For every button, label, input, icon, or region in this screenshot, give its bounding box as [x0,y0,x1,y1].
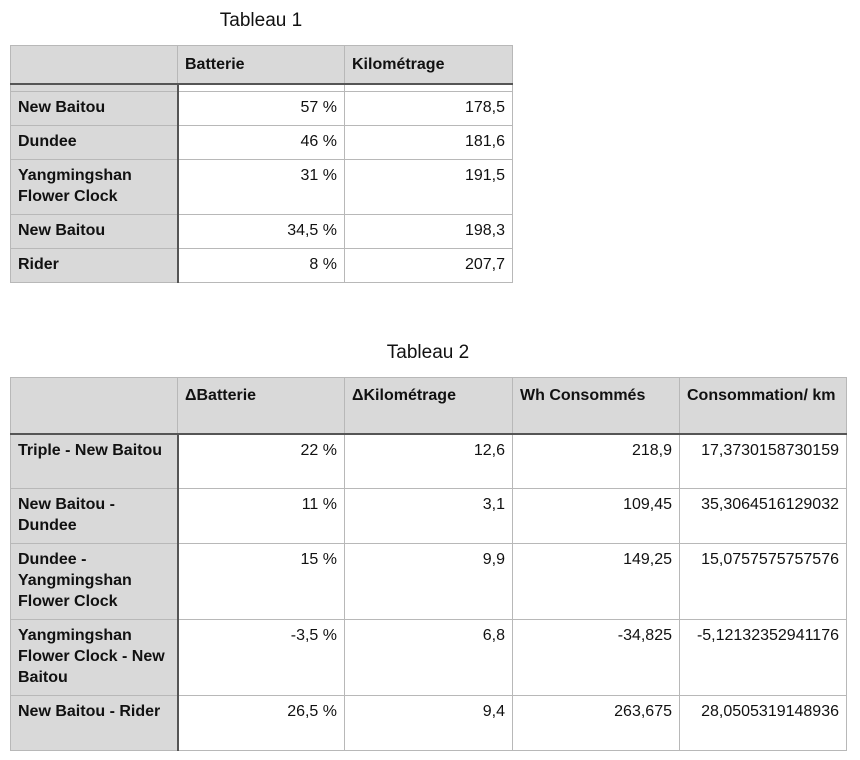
consommation-km-cell[interactable]: 17,3730158730159 [680,434,847,489]
table1-spacer-cell [11,84,178,92]
table-row [11,160,513,215]
batterie-cell[interactable]: 34,5 % [178,215,345,249]
table-row [11,92,513,126]
table2-header-corner[interactable] [11,378,178,434]
delta-kilometrage-cell[interactable]: 9,9 [345,544,513,620]
delta-kilometrage-cell[interactable]: 3,1 [345,489,513,544]
wh-consommes-cell[interactable]: 109,45 [513,489,680,544]
batterie-cell[interactable]: 46 % [178,126,345,160]
table2 [10,377,847,751]
table-row [11,126,513,160]
table1-header-batterie[interactable]: Batterie [178,46,345,84]
kilometrage-cell[interactable]: 198,3 [345,215,513,249]
table1-header-kilometrage[interactable]: Kilométrage [345,46,513,84]
batterie-cell[interactable]: 57 % [178,92,345,126]
consommation-km-cell[interactable]: 35,3064516129032 [680,489,847,544]
row-label[interactable]: New Baitou - Rider [11,696,178,751]
table-row [11,489,847,544]
table-row [11,620,847,696]
row-label[interactable]: New Baitou [11,92,178,126]
row-label[interactable]: Yangmingshan Flower Clock - New Baitou [11,620,178,696]
table1-header-corner[interactable] [11,46,178,84]
table-row [11,215,513,249]
table1-spacer-cell [178,84,345,92]
consommation-km-cell[interactable]: -5,12132352941176 [680,620,847,696]
delta-kilometrage-cell[interactable]: 6,8 [345,620,513,696]
consommation-km-cell[interactable]: 28,0505319148936 [680,696,847,751]
table-row [11,544,847,620]
wh-consommes-cell[interactable]: -34,825 [513,620,680,696]
table1-title: Tableau 1 [219,10,303,31]
row-label[interactable]: Yangmingshan Flower Clock [11,160,178,215]
kilometrage-cell[interactable]: 207,7 [345,249,513,283]
table2-header-delta-batterie[interactable]: ΔBatterie [178,378,345,434]
table1-spacer-cell [345,84,513,92]
delta-batterie-cell[interactable]: 26,5 % [178,696,345,751]
table2-header-delta-kilometrage[interactable]: ΔKilométrage [345,378,513,434]
wh-consommes-cell[interactable]: 149,25 [513,544,680,620]
table2-header-consommation-km[interactable]: Consommation/ km [680,378,847,434]
table-row [11,249,513,283]
row-label[interactable]: Dundee - Yangmingshan Flower Clock [11,544,178,620]
delta-batterie-cell[interactable]: 22 % [178,434,345,489]
consommation-km-cell[interactable]: 15,0757575757576 [680,544,847,620]
wh-consommes-cell[interactable]: 218,9 [513,434,680,489]
wh-consommes-cell[interactable]: 263,675 [513,696,680,751]
delta-batterie-cell[interactable]: -3,5 % [178,620,345,696]
table2-header-row [11,378,847,434]
delta-kilometrage-cell[interactable]: 12,6 [345,434,513,489]
batterie-cell[interactable]: 31 % [178,160,345,215]
table1-spacer-row [11,84,513,92]
kilometrage-cell[interactable]: 178,5 [345,92,513,126]
batterie-cell[interactable]: 8 % [178,249,345,283]
row-label[interactable]: New Baitou [11,215,178,249]
delta-batterie-cell[interactable]: 15 % [178,544,345,620]
row-label[interactable]: Rider [11,249,178,283]
row-label[interactable]: Triple - New Baitou [11,434,178,489]
table2-header-wh-consommes[interactable]: Wh Consommés [513,378,680,434]
row-label[interactable]: New Baitou - Dundee [11,489,178,544]
delta-batterie-cell[interactable]: 11 % [178,489,345,544]
table1 [10,45,513,283]
table1-header-row [11,46,513,84]
kilometrage-cell[interactable]: 181,6 [345,126,513,160]
row-label[interactable]: Dundee [11,126,178,160]
table-row [11,696,847,751]
table2-title: Tableau 2 [386,342,470,363]
delta-kilometrage-cell[interactable]: 9,4 [345,696,513,751]
kilometrage-cell[interactable]: 191,5 [345,160,513,215]
table-row [11,434,847,489]
